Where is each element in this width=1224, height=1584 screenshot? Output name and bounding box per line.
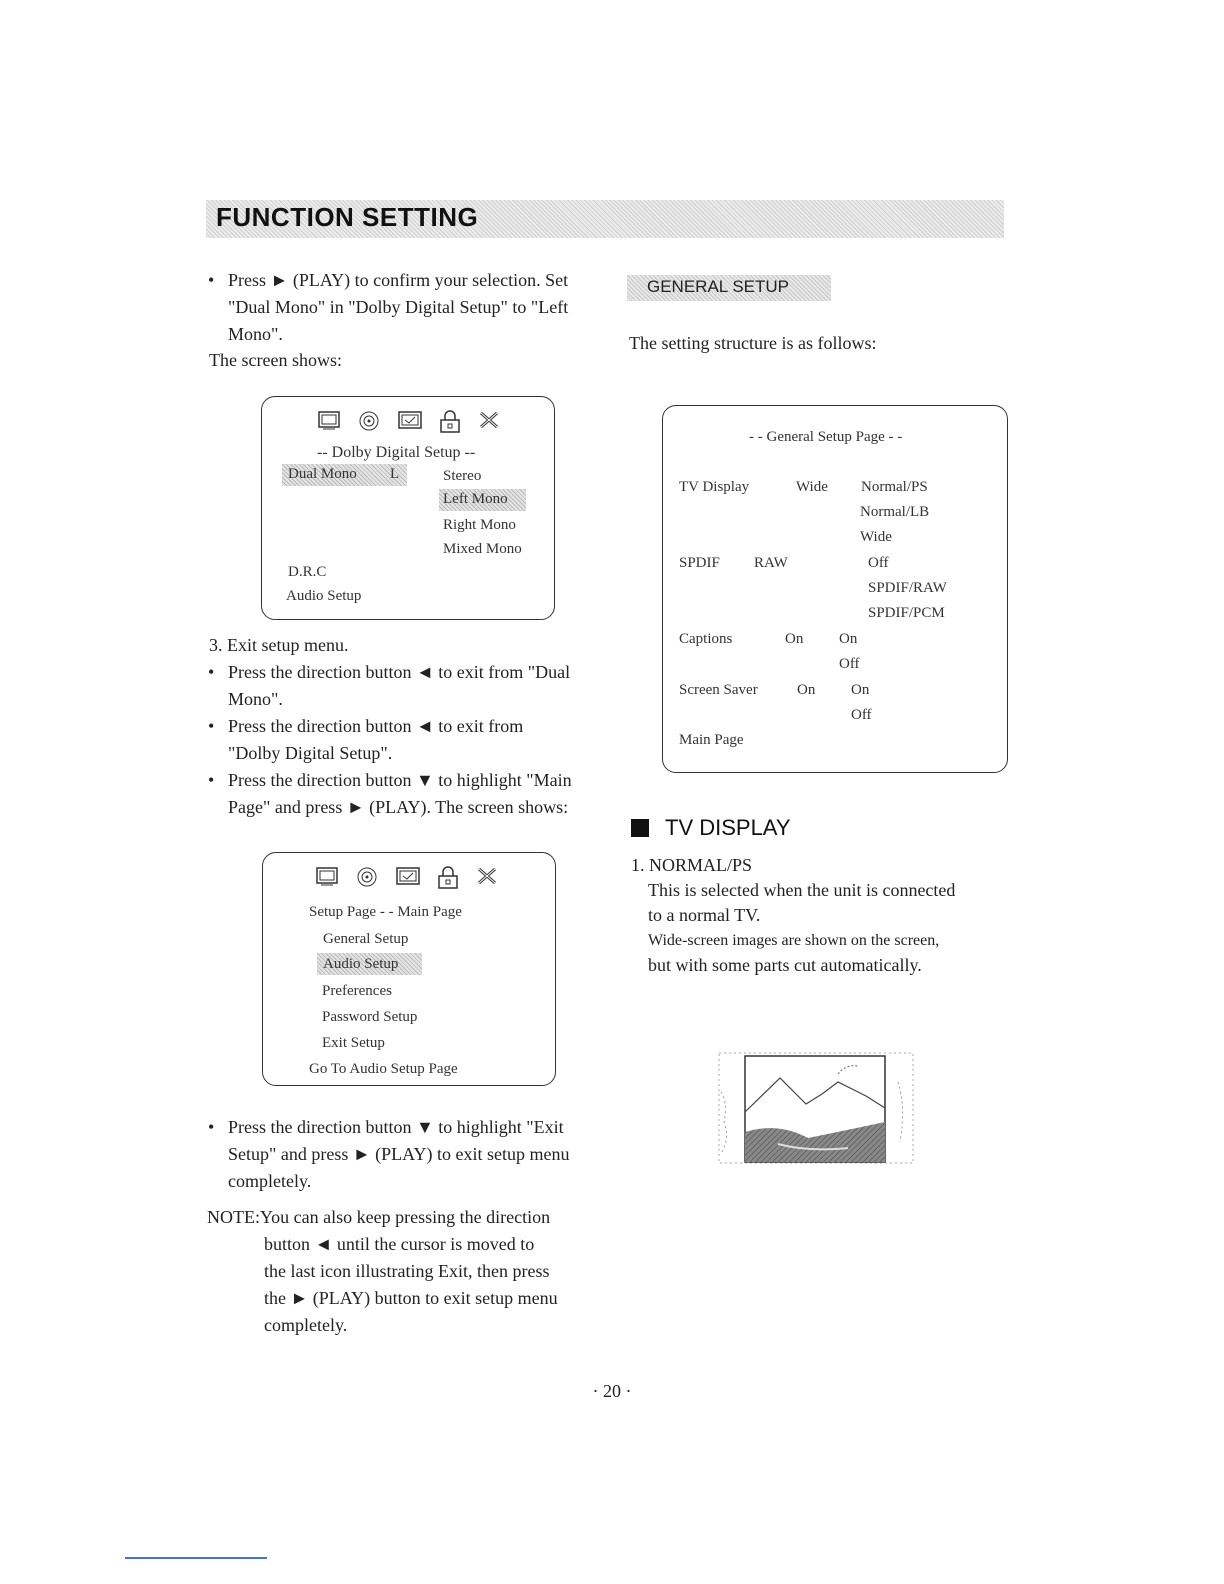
speaker-icon [354,865,380,889]
footer-divider [125,1557,267,1559]
speaker-icon [356,409,382,433]
tv-icon [317,409,341,431]
note-block: NOTE:You can also keep pressing the direction button ◄ until the cursor is moved to the last icon illustrating Exit, then press the ► (PLAY) button to exit setup menu completely. [207,1207,558,1335]
tv-opt-normal-ps: Normal/PS [861,479,928,495]
general-setup-page-screen [662,405,1008,773]
exit-icon [475,865,499,887]
menu-preferences: Preferences [322,983,392,999]
section-title: FUNCTION SETTING [216,202,479,232]
go-to-audio-setup-page: Go To Audio Setup Page [309,1061,458,1077]
spdif-opt-raw: SPDIF/RAW [868,580,947,596]
audio-setup-item: Audio Setup [286,588,362,604]
tv-opt-normal-lb: Normal/LB [860,504,930,520]
captions-label: Captions [679,631,733,647]
normal-ps-block: 1. NORMAL/PS This is selected when the unit is connected to a normal TV. Wide-screen images are shown on the screen, but with some parts cut automatically. [631,855,956,975]
menu-exit-setup: Exit Setup [322,1035,385,1051]
bullet-exit-setup: • Press the direction button ▼ to highlight "Exit Setup" and press ► (PLAY) to exit setup menu completely. [208,1117,570,1191]
tv-icon [315,865,339,887]
option-mixed-mono: Mixed Mono [443,541,522,557]
general-setup-title: - - General Setup Page - - [749,429,903,445]
drc-item: D.R.C [288,564,327,580]
main-page-item: Main Page [679,732,744,748]
main-page-title: Setup Page - - Main Page [309,904,462,920]
main-page-screen [262,852,556,1086]
step-3-text: 3. Exit setup menu. [209,635,349,655]
bullet-exit-dolby: • Press the direction button ◄ to exit from "Dolby Digital Setup". [208,716,524,763]
saver-opt-off: Off [851,707,872,723]
dolby-title: -- Dolby Digital Setup -- [317,444,476,461]
tv-opt-wide: Wide [860,529,892,545]
screen-saver-value: On [797,682,816,698]
option-right-mono: Right Mono [443,517,516,533]
general-setup-label: GENERAL SETUP [627,275,831,301]
bullet-exit-dual-mono: • Press the direction button ◄ to exit from "Dual Mono". [208,662,571,709]
saver-opt-on: On [851,682,870,698]
spdif-opt-off: Off [868,555,889,571]
dual-mono-row: Dual Mono L [282,464,407,486]
exit-icon [477,409,501,431]
lock-icon [436,865,460,891]
tv-display-heading: TV DISPLAY [631,815,791,841]
structure-text: The setting structure is as follows: [629,333,877,353]
spdif-value: RAW [754,555,788,571]
preferences-icon [395,865,421,887]
tv-display-value: Wide [796,479,828,495]
tv-display-label: TV Display [679,479,750,495]
option-left-mono: Left Mono [443,491,508,507]
menu-audio-setup-highlight [317,953,422,975]
normal-ps-title: 1. NORMAL/PS [631,855,753,875]
menu-audio-setup: Audio Setup [323,956,399,972]
captions-opt-off: Off [839,656,860,672]
preferences-icon [397,409,423,431]
option-left-mono-highlight [439,489,526,511]
screen-shows-text: The screen shows: [209,350,342,370]
section-header-bar [206,200,1004,238]
option-stereo: Stereo [443,468,482,484]
square-bullet-icon [631,819,649,837]
bullet-highlight-main: • Press the direction button ▼ to highlight "Main Page" and press ► (PLAY). The screen shows: [208,770,572,817]
captions-opt-on: On [839,631,858,647]
lock-icon [438,409,462,435]
setup-icons-row [315,865,499,891]
bullet-confirm: • Press ► (PLAY) to confirm your selection. Set "Dual Mono" in "Dolby Digital Setup" to "Left Mono". [208,270,569,344]
page-number: · 20 · [592,1381,632,1401]
menu-password-setup: Password Setup [322,1009,418,1025]
spdif-opt-pcm: SPDIF/PCM [868,605,945,621]
dolby-digital-setup-screen [261,396,555,620]
menu-general-setup: General Setup [323,931,409,947]
captions-value: On [785,631,804,647]
spdif-label: SPDIF [679,555,720,571]
setup-icons-row [317,409,501,435]
normal-ps-illustration [718,1052,914,1164]
screen-saver-label: Screen Saver [679,682,758,698]
